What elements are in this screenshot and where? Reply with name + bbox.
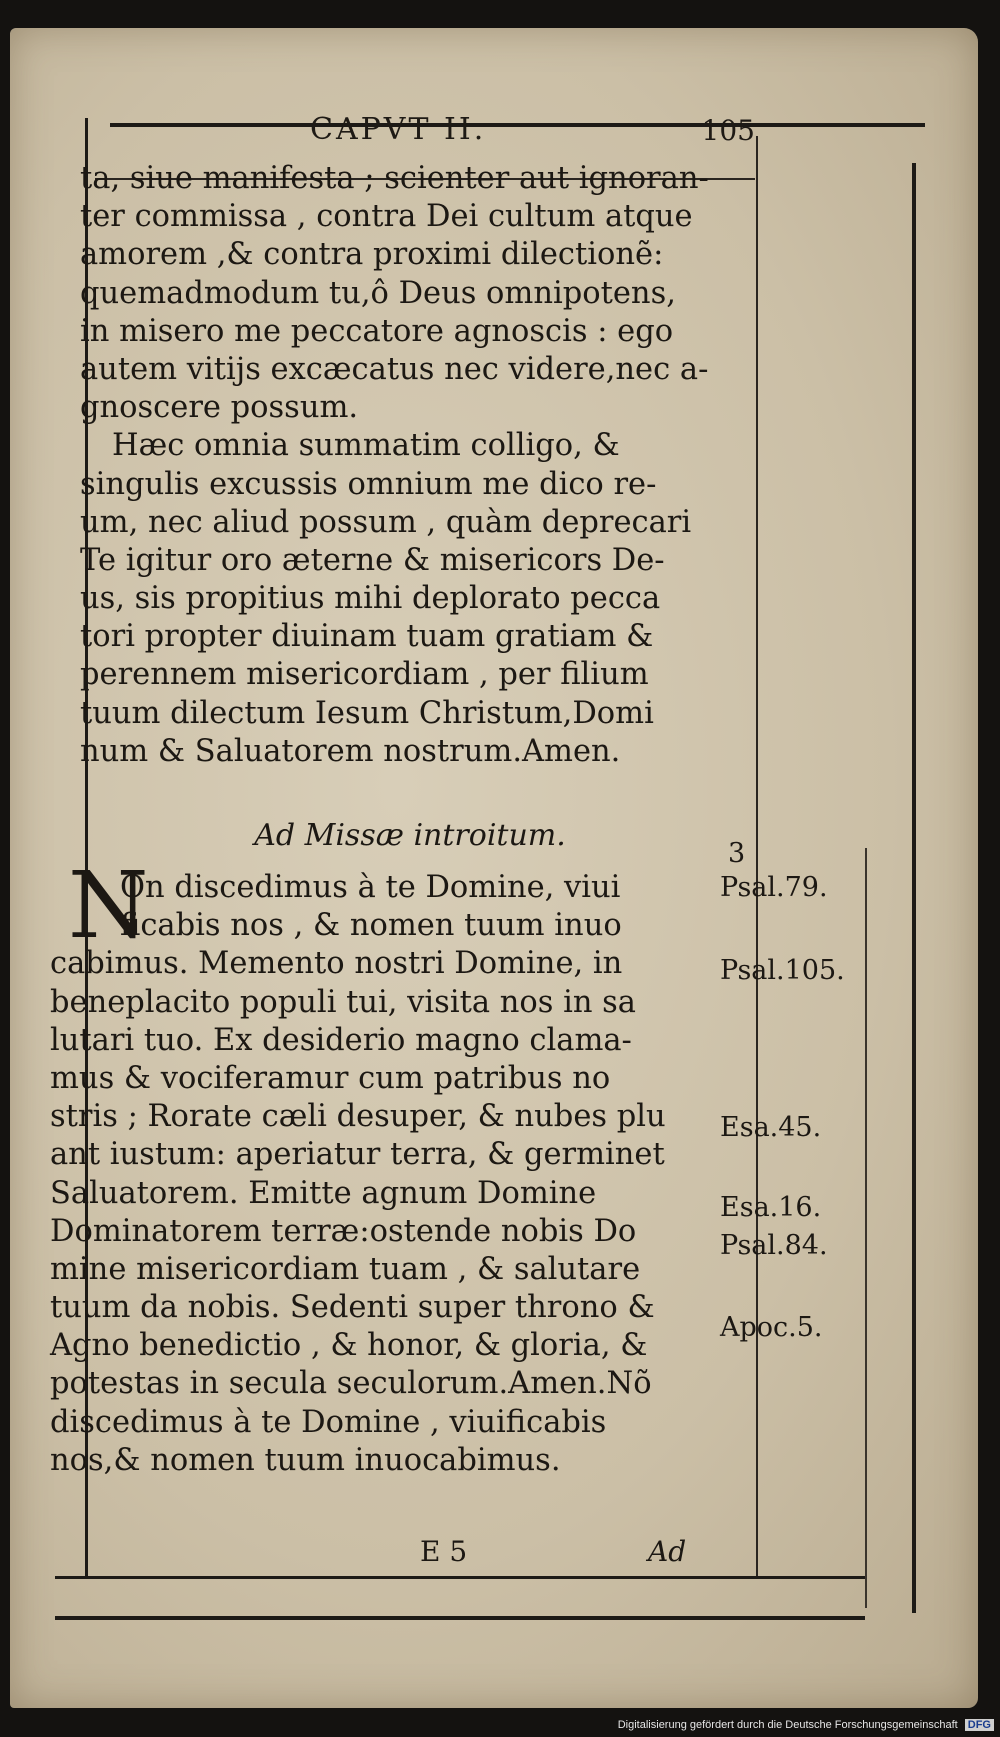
margin-note: Esa.45. (720, 1112, 822, 1143)
signature-mark: E 5 (420, 1535, 468, 1568)
margin-border (865, 848, 867, 1608)
page-number: 105 (701, 114, 755, 147)
text-line: On discedimus à te Domine, viui (120, 870, 621, 905)
text-column-border (756, 136, 758, 1576)
margin-note: Apoc.5. (720, 1312, 823, 1343)
text-line: ta, siue manifesta ; scienter aut ignoran- (80, 161, 709, 196)
text-line: cabimus. Memento nostri Domine, in (50, 946, 623, 982)
credit-text: Digitalisierung gefördert durch die Deutsche Forschungsgemeinschaft (617, 1719, 958, 1731)
text-line: Hæc omnia summatim colligo, & (112, 428, 620, 464)
text-line: tori propter diuinam tuam gratiam & (80, 619, 654, 655)
bottom-rule-2 (55, 1616, 865, 1620)
bottom-rule (55, 1576, 865, 1579)
right-border (912, 163, 916, 1613)
text-line: potestas in secula seculorum.Amen.Nõ (50, 1366, 652, 1402)
text-line: quemadmodum tu,ô Deus omnipotens, (80, 275, 676, 311)
text-line: mine misericordiam tuam , & salutare (50, 1251, 641, 1287)
text-line: ficabis nos , & nomen tuum inuo (120, 908, 622, 944)
margin-note: 3 (728, 838, 746, 869)
text-line: amorem ,& contra proximi dilectionẽ: (80, 237, 664, 273)
text-line: tuum da nobis. Sedenti super throno & (50, 1290, 655, 1326)
text-line: in misero me peccatore agnoscis : ego (80, 313, 674, 349)
text-line: perennem misericordiam , per filium (80, 657, 649, 693)
margin-note: Psal.105. (720, 955, 845, 986)
margin-note: Psal.79. (720, 872, 828, 903)
dfg-logo: DFG (965, 1719, 994, 1731)
text-line: num & Saluatorem nostrum.Amen. (80, 733, 621, 769)
text-line: beneplacito populi tui, visita nos in sa (50, 984, 636, 1020)
page-footer (0, 1535, 1000, 1575)
text-line: mus & vociferamur cum patribus no (50, 1060, 611, 1096)
section-heading: Ad Missæ introitum. (254, 818, 566, 853)
digitization-credit (618, 1719, 994, 1731)
text-line: ant iustum: aperiatur terra, & germinet (50, 1137, 665, 1173)
text-line: gnoscere possum. (80, 390, 359, 426)
text-line: lutari tuo. Ex desiderio magno clama- (50, 1022, 632, 1058)
running-head (90, 108, 755, 150)
introit-text (50, 852, 700, 1479)
catchword: Ad (648, 1535, 687, 1568)
text-line: Te igitur oro æterne & misericors De- (80, 542, 665, 578)
text-line: us, sis propitius mihi deplorato pecca (80, 581, 661, 617)
text-line: Agno benedictio , & honor, & gloria, & (50, 1328, 648, 1364)
text-line: discedimus à te Domine , viuificabis (50, 1404, 607, 1440)
margin-note: Esa.16. (720, 1192, 822, 1223)
body-text (80, 160, 740, 771)
margin-note: Psal.84. (720, 1230, 828, 1261)
text-line: stris ; Rorate cæli desuper, & nubes plu (50, 1099, 666, 1135)
chapter-title: CAPVT II. (310, 112, 487, 147)
text-line: Dominatorem terræ:ostende nobis Do (50, 1213, 637, 1249)
drop-cap: N (68, 852, 149, 959)
text-line: um, nec aliud possum , quàm deprecari (80, 504, 692, 540)
text-line: singulis excussis omnium me dico re- (80, 466, 657, 502)
text-line: autem vitijs excæcatus nec videre,nec a- (80, 351, 709, 387)
text-line: ter commissa , contra Dei cultum atque (80, 199, 693, 235)
text-line: Saluatorem. Emitte agnum Domine (50, 1175, 597, 1211)
text-line: tuum dilectum Iesum Christum,Domi (80, 695, 654, 731)
text-line: nos,& nomen tuum inuocabimus. (50, 1442, 561, 1478)
